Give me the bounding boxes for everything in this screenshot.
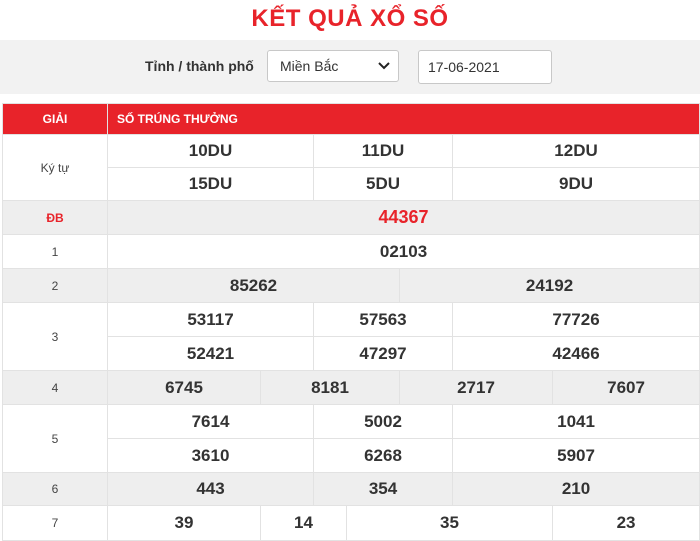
results-table <box>2 103 700 541</box>
province-selected-value: Miền Bắc <box>280 58 339 74</box>
header-prize: GIẢI <box>3 104 108 135</box>
table-row <box>3 235 700 269</box>
prize-6-number: 443 <box>108 473 314 506</box>
prize-5-number: 7614 <box>108 405 314 439</box>
prize-3-number: 57563 <box>314 303 453 337</box>
prize-3-number: 42466 <box>453 337 700 371</box>
prize-7-number: 35 <box>347 506 553 541</box>
prize-label-6: 6 <box>3 473 108 506</box>
ky-tu-code: 5DU <box>314 168 453 201</box>
table-row <box>3 337 700 371</box>
ky-tu-code: 15DU <box>108 168 314 201</box>
prize-3-number: 77726 <box>453 303 700 337</box>
table-row <box>3 405 700 439</box>
table-row <box>3 201 700 235</box>
prize-5-number: 1041 <box>453 405 700 439</box>
province-label: Tỉnh / thành phố <box>145 58 254 74</box>
prize-6-number: 354 <box>314 473 453 506</box>
prize-label-5: 5 <box>3 405 108 473</box>
prize-4-number: 6745 <box>108 371 261 405</box>
prize-label-4: 4 <box>3 371 108 405</box>
prize-3-number: 52421 <box>108 337 314 371</box>
table-row <box>3 473 700 506</box>
prize-label-1: 1 <box>3 235 108 269</box>
prize-label-ky-tu: Ký tự <box>3 135 108 201</box>
prize-label-2: 2 <box>3 269 108 303</box>
table-row <box>3 135 700 168</box>
prize-4-number: 2717 <box>400 371 553 405</box>
header-numbers: SỐ TRÚNG THƯỞNG <box>108 104 700 135</box>
prize-5-number: 5907 <box>453 439 700 473</box>
prize-2-number: 24192 <box>400 269 700 303</box>
table-header-row <box>3 104 700 135</box>
prize-7-number: 23 <box>553 506 700 541</box>
table-row <box>3 371 700 405</box>
table-row <box>3 269 700 303</box>
filter-bar <box>0 40 700 94</box>
prize-2-number: 85262 <box>108 269 400 303</box>
prize-label-3: 3 <box>3 303 108 371</box>
date-input[interactable]: 17-06-2021 <box>418 50 552 84</box>
prize-7-number: 14 <box>261 506 347 541</box>
chevron-down-icon <box>378 62 390 70</box>
prize-5-number: 3610 <box>108 439 314 473</box>
table-row <box>3 439 700 473</box>
province-select[interactable] <box>267 50 399 82</box>
page-title: KẾT QUẢ XỔ SỐ <box>251 5 449 32</box>
table-row <box>3 168 700 201</box>
ky-tu-code: 9DU <box>453 168 700 201</box>
prize-3-number: 47297 <box>314 337 453 371</box>
prize-4-number: 7607 <box>553 371 700 405</box>
prize-7-number: 39 <box>108 506 261 541</box>
ky-tu-code: 12DU <box>453 135 700 168</box>
prize-5-number: 6268 <box>314 439 453 473</box>
prize-5-number: 5002 <box>314 405 453 439</box>
ky-tu-code: 10DU <box>108 135 314 168</box>
special-prize-number: 44367 <box>108 201 700 235</box>
prize-3-number: 53117 <box>108 303 314 337</box>
table-row <box>3 506 700 541</box>
prize-4-number: 8181 <box>261 371 400 405</box>
prize-label-db: ĐB <box>3 201 108 235</box>
prize-6-number: 210 <box>453 473 700 506</box>
prize-1-number: 02103 <box>108 235 700 269</box>
table-row <box>3 303 700 337</box>
ky-tu-code: 11DU <box>314 135 453 168</box>
prize-label-7: 7 <box>3 506 108 541</box>
